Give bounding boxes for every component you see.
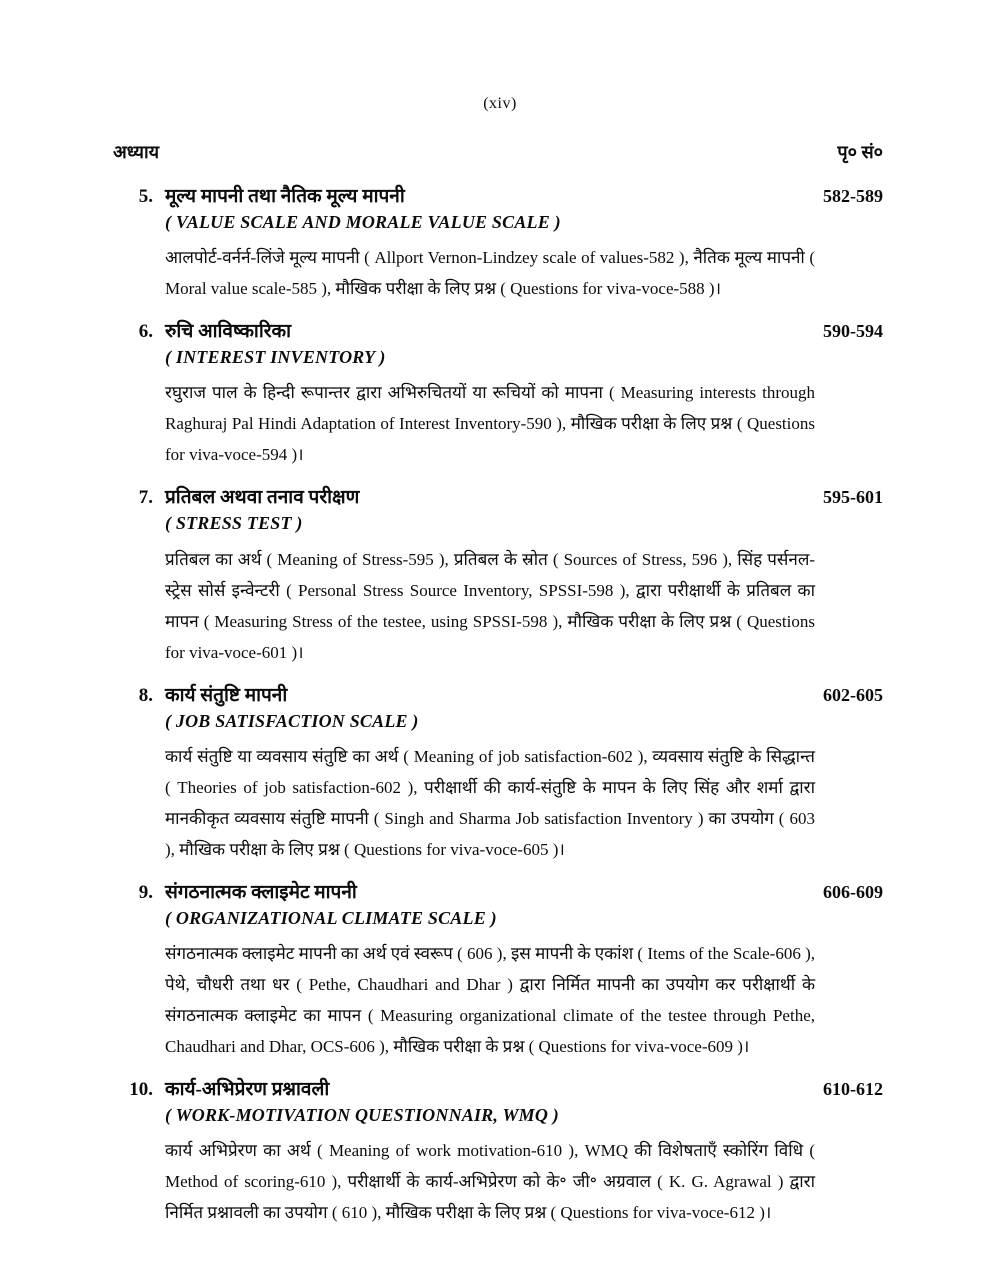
entry-title-hindi: कार्य-अभिप्रेरण प्रश्नावली (165, 1078, 330, 1100)
entry-head (113, 319, 883, 370)
toc-entry-9 (113, 880, 883, 1062)
entry-head (113, 880, 883, 931)
entry-title-english: ( ORGANIZATIONAL CLIMATE SCALE ) (165, 907, 497, 928)
entry-number: 8. (138, 684, 153, 706)
toc-header (113, 140, 883, 164)
entry-head (113, 184, 883, 235)
entry-number: 9. (138, 881, 153, 903)
entry-title-english: ( WORK-MOTIVATION QUESTIONNAIR, WMQ ) (165, 1104, 559, 1125)
toc-entry-8 (113, 683, 883, 865)
entry-title-hindi: मूल्य मापनी तथा नैतिक मूल्य मापनी (165, 186, 405, 207)
entry-page-range: 595-601 (823, 487, 883, 508)
entry-title-english: ( VALUE SCALE AND MORALE VALUE SCALE ) (165, 212, 561, 233)
entry-description: प्रतिबल का अर्थ ( Meaning of Stress-595 ), प्रतिबल के स्रोत ( Sources of Stress, 596 ), सिंह पर्सनल-स्ट्रेस सोर्स इन्वेन्टरी ( Personal Stress Source Inventory, SPSSI-598 ), द्वारा परीक्षार्थी के प्रतिबल का मापन ( Measuring Stress of the testee, using SPSSI-598 ), मौखिक परीक्षा के लिए प्रश्न ( Questions for viva-voce-601 )। (165, 549, 815, 662)
entry-titles (165, 683, 811, 734)
entry-titles (165, 319, 811, 370)
toc-entry-7 (113, 485, 883, 667)
entry-title-english: ( STRESS TEST ) (165, 513, 303, 534)
entry-description: आलपोर्ट-वर्नर्न-लिंजे मूल्य मापनी ( Allport Vernon-Lindzey scale of values-582 ), नैतिक मूल्य मापनी ( Moral value scale-585 ), मौखिक परीक्षा के लिए प्रश्न ( Questions for viva-voce-588 )। (165, 248, 815, 299)
entry-number: 7. (138, 487, 153, 509)
entry-title-english: ( JOB SATISFACTION SCALE ) (165, 710, 419, 731)
entry-page-range: 590-594 (823, 321, 883, 342)
entry-number: 10. (129, 1078, 153, 1100)
entry-head (113, 1077, 883, 1128)
entry-page-range: 610-612 (823, 1078, 883, 1099)
entry-description: कार्य अभिप्रेरण का अर्थ ( Meaning of work motivation-610 ), WMQ की विशेषताएँ स्कोरिंग विधि ( Method of scoring-610 ), परीक्षार्थी के कार्य-अभिप्रेरण को के॰ जी॰ अग्रवाल ( K. G. Agrawal ) द्वारा निर्मित प्रश्नावली का उपयोग ( 610 ), मौखिक परीक्षा के लिए प्रश्न ( Questions for viva-voce-612 )। (165, 1141, 815, 1223)
entry-title-hindi: रुचि आविष्कारिका (165, 321, 292, 343)
entry-description: रघुराज पाल के हिन्दी रूपान्तर द्वारा अभिरुचितयों या रूचियों को मापना ( Measuring interests through Raghuraj Pal Hindi Adaptation of Interest Inventory-590 ), मौखिक परीक्षा के लिए प्रश्न ( Questions for viva-voce-594 )। (165, 383, 815, 465)
entry-number: 5. (138, 186, 153, 207)
entry-titles (165, 485, 811, 536)
entry-title-hindi: प्रतिबल अथवा तनाव परीक्षण (165, 487, 360, 509)
entry-head (113, 485, 883, 536)
entry-title-hindi: संगठनात्मक क्लाइमेट मापनी (165, 881, 357, 903)
entry-titles (165, 1077, 811, 1128)
chapter-column-label: अध्याय (113, 142, 160, 162)
toc-entry-5 (113, 184, 883, 304)
entry-head (113, 683, 883, 734)
entry-page-range: 602-605 (823, 684, 883, 705)
toc-entries (113, 184, 883, 1243)
page-number-column-label: पृ० सं० (837, 142, 883, 162)
toc-entry-10 (113, 1077, 883, 1228)
entry-page-range: 606-609 (823, 881, 883, 902)
entry-title-hindi: कार्य संतुष्टि मापनी (165, 684, 288, 706)
entry-titles (165, 880, 811, 931)
toc-entry-6 (113, 319, 883, 470)
entry-page-range: 582-589 (823, 186, 883, 206)
entry-number: 6. (138, 321, 153, 343)
page-folio: (xiv) (483, 95, 517, 112)
entry-description: संगठनात्मक क्लाइमेट मापनी का अर्थ एवं स्वरूप ( 606 ), इस मापनी के एकांश ( Items of the Scale-606 ), पेथे, चौधरी तथा धर ( Pethe, Chaudhari and Dhar ) द्वारा निर्मित मापनी का उपयोग कर परीक्षार्थी के संगठनात्मक क्लाइमेट का मापन ( Measuring organizational climate of the testee through Pethe, Chaudhari and Dhar, OCS-606 ), मौखिक परीक्षा के प्रश्न ( Questions for viva-voce-609 )। (165, 943, 815, 1056)
entry-description: कार्य संतुष्टि या व्यवसाय संतुष्टि का अर्थ ( Meaning of job satisfaction-602 ), व्यवसाय संतुष्टि के सिद्धान्त ( Theories of job satisfaction-602 ), परीक्षार्थी की कार्य-संतुष्टि के मापन के लिए सिंह और शर्मा द्वारा मानकीकृत व्यवसाय संतुष्टि मापनी ( Singh and Sharma Job satisfaction Inventory ) का उपयोग ( 603 ), मौखिक परीक्षा के लिए प्रश्न ( Questions for viva-voce-605 )। (165, 746, 815, 859)
entry-title-english: ( INTEREST INVENTORY ) (165, 347, 386, 368)
entry-titles (165, 184, 811, 235)
